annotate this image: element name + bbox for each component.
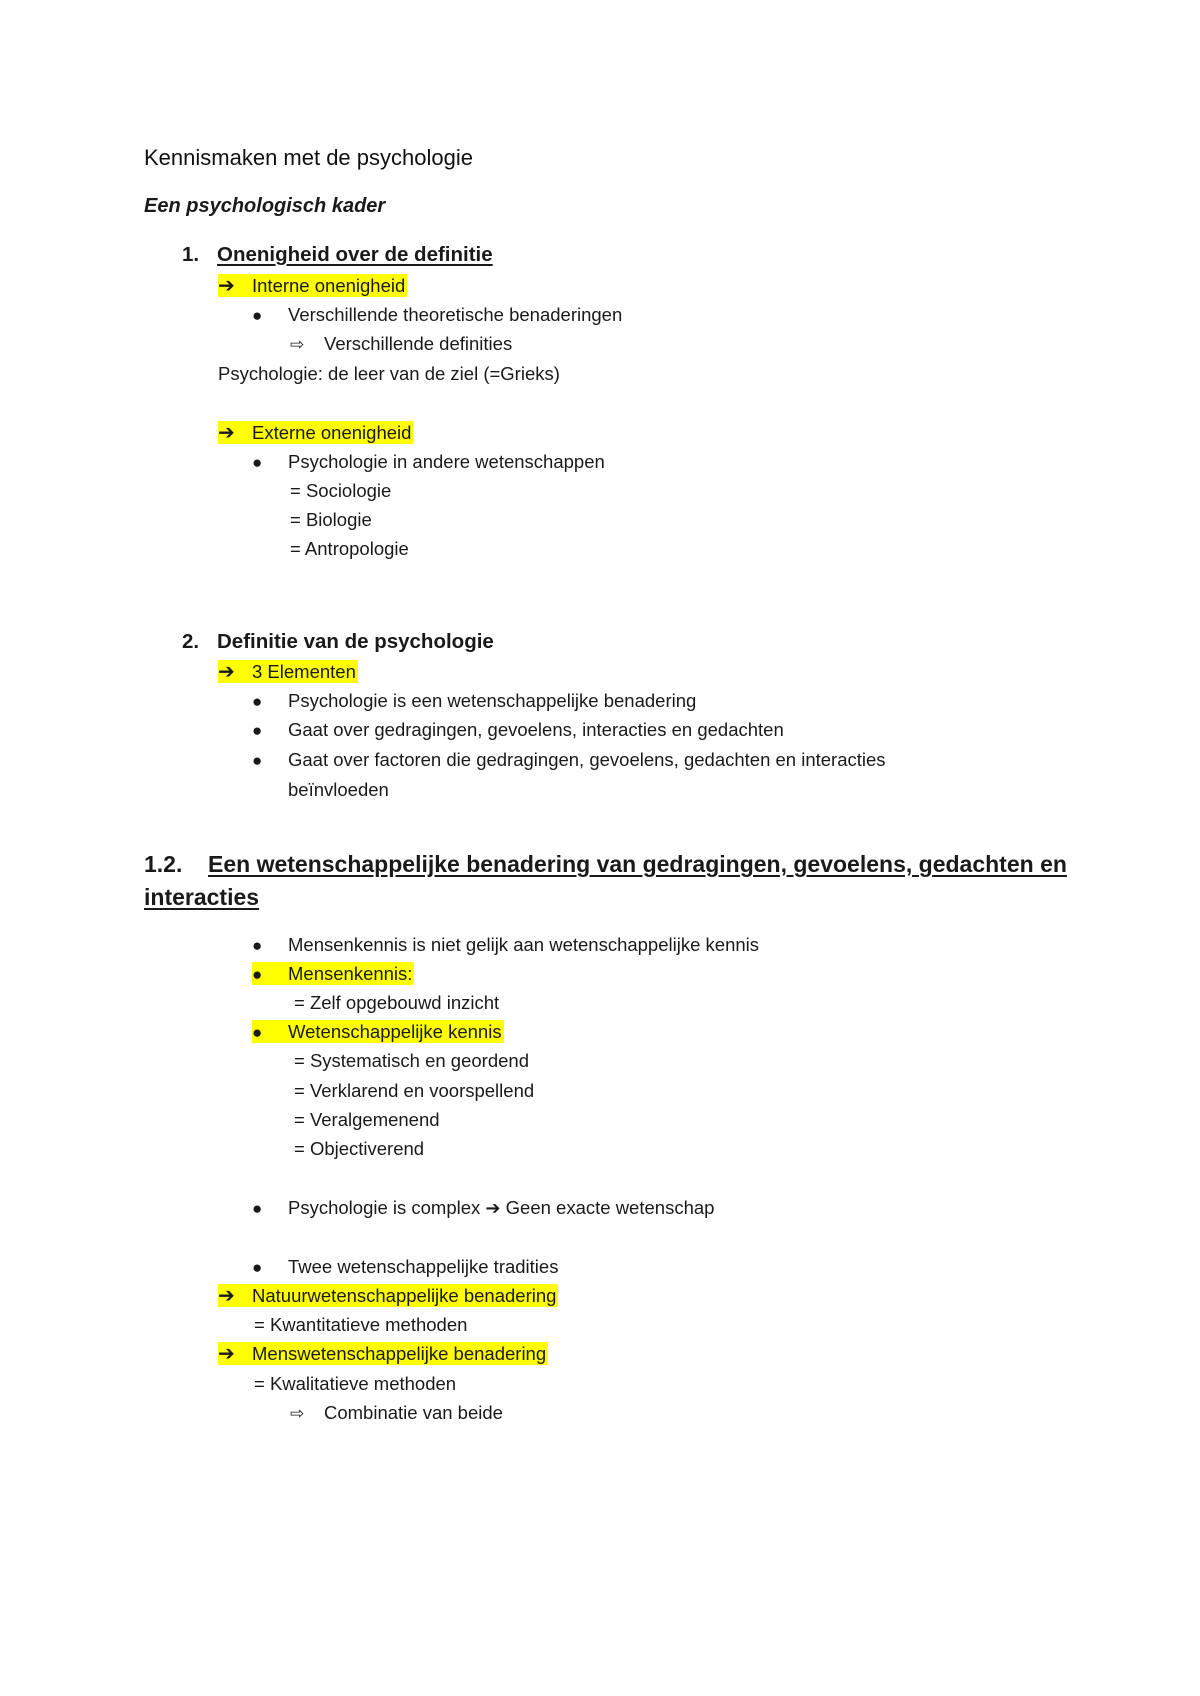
bullet-item bbox=[252, 748, 886, 773]
right-arrow-icon: ➔ bbox=[218, 275, 235, 297]
sub-arrow-item-label: Verschillende definities bbox=[324, 333, 513, 354]
bullet-continuation: beïnvloeden bbox=[288, 779, 389, 800]
bullet-icon: ● bbox=[252, 965, 263, 984]
bullet-item-label: Twee wetenschappelijke tradities bbox=[288, 1256, 559, 1277]
section-1-number: 1. bbox=[182, 243, 200, 266]
sub-arrow-item bbox=[290, 1401, 503, 1426]
sub-arrow-item bbox=[290, 332, 512, 357]
section-1-2-heading-cont bbox=[144, 885, 259, 909]
equals-line: = Biologie bbox=[290, 509, 372, 530]
equals-line: = Veralgemenend bbox=[294, 1109, 440, 1130]
bullet-item-label: Gaat over gedragingen, gevoelens, interacties en gedachten bbox=[288, 719, 784, 740]
bullet-item-label: Psychologie is een wetenschappelijke benadering bbox=[288, 690, 697, 711]
right-arrow-icon: ➔ bbox=[218, 1343, 235, 1365]
equals-line: = Sociologie bbox=[290, 480, 392, 501]
arrow-item bbox=[218, 421, 413, 445]
arrow-item-label: 3 Elementen bbox=[252, 661, 356, 682]
bullet-item-label: Gaat over factoren die gedragingen, gevoelens, gedachten en interacties bbox=[288, 749, 886, 770]
bullet-item-label: Psychologie in andere wetenschappen bbox=[288, 451, 605, 472]
bullet-item bbox=[252, 689, 696, 714]
bullet-icon: ● bbox=[252, 306, 263, 325]
section-1-title: Onenigheid over de definitie bbox=[217, 243, 493, 266]
arrow-item bbox=[218, 1284, 558, 1308]
bullet-item-label: Mensenkennis is niet gelijk aan wetenschappelijke kennis bbox=[288, 934, 760, 955]
section-1-2-title-line2: interacties bbox=[144, 884, 260, 910]
bullet-item bbox=[252, 718, 784, 743]
bullet-item-label: Psychologie is complex bbox=[288, 1197, 481, 1218]
section-2-number: 2. bbox=[182, 630, 200, 653]
equals-line: = Zelf opgebouwd inzicht bbox=[294, 992, 500, 1013]
bullet-item bbox=[252, 450, 605, 475]
bullet-icon: ● bbox=[252, 721, 263, 740]
bullet-icon: ● bbox=[252, 751, 263, 770]
bullet-item bbox=[252, 1255, 558, 1280]
bullet-icon: ● bbox=[252, 453, 263, 472]
bullet-icon: ● bbox=[252, 1199, 263, 1218]
arrow-item bbox=[218, 1342, 548, 1366]
right-arrow-icon: ➔ bbox=[485, 1198, 501, 1218]
right-arrow-icon: ➔ bbox=[218, 661, 235, 683]
section-1-2-heading bbox=[144, 852, 1067, 876]
bullet-item bbox=[252, 933, 759, 958]
bullet-icon: ● bbox=[252, 1023, 263, 1042]
arrow-item bbox=[218, 660, 358, 684]
bullet-icon: ● bbox=[252, 936, 263, 955]
bullet-item-label: Mensenkennis: bbox=[288, 963, 413, 984]
equals-line: = Kwantitatieve methoden bbox=[254, 1314, 468, 1335]
bullet-item bbox=[252, 303, 622, 328]
equals-line: = Kwalitatieve methoden bbox=[254, 1373, 457, 1394]
bullet-item-label-cont: Geen exacte wetenschap bbox=[505, 1197, 715, 1218]
equals-line: = Systematisch en geordend bbox=[294, 1050, 529, 1071]
bullet-item bbox=[252, 1020, 504, 1045]
equals-line: = Antropologie bbox=[290, 538, 409, 559]
arrow-item-label: Menswetenschappelijke benadering bbox=[252, 1343, 547, 1364]
arrow-item-label: Natuurwetenschappelijke benadering bbox=[252, 1285, 557, 1306]
hollow-arrow-icon: ⇨ bbox=[290, 335, 305, 354]
hollow-arrow-icon: ⇨ bbox=[290, 1404, 305, 1423]
bullet-item bbox=[252, 1196, 714, 1221]
arrow-item bbox=[218, 274, 407, 298]
section-1-2-title-line1: Een wetenschappelijke benadering van gedragingen, gevoelens, gedachten en bbox=[208, 851, 1067, 877]
right-arrow-icon: ➔ bbox=[218, 422, 235, 444]
document-subtitle: Een psychologisch kader bbox=[144, 195, 386, 217]
right-arrow-icon: ➔ bbox=[218, 1285, 235, 1307]
section-1-heading bbox=[182, 243, 493, 267]
bullet-icon: ● bbox=[252, 692, 263, 711]
bullet-item bbox=[252, 962, 414, 987]
document-title: Kennismaken met de psychologie bbox=[144, 145, 473, 170]
section-2-heading bbox=[182, 630, 494, 654]
note-line: Psychologie: de leer van de ziel (=Grieks) bbox=[218, 363, 560, 384]
bullet-item-label: Verschillende theoretische benaderingen bbox=[288, 304, 623, 325]
section-2-title: Definitie van de psychologie bbox=[217, 630, 494, 653]
arrow-item-label: Interne onenigheid bbox=[252, 275, 406, 296]
equals-line: = Objectiverend bbox=[294, 1138, 425, 1159]
bullet-icon: ● bbox=[252, 1258, 263, 1277]
arrow-item-label: Externe onenigheid bbox=[252, 422, 412, 443]
section-1-2-number: 1.2. bbox=[144, 851, 183, 877]
bullet-item-label: Wetenschappelijke kennis bbox=[288, 1021, 502, 1042]
equals-line: = Verklarend en voorspellend bbox=[294, 1080, 535, 1101]
sub-arrow-item-label: Combinatie van beide bbox=[324, 1402, 503, 1423]
